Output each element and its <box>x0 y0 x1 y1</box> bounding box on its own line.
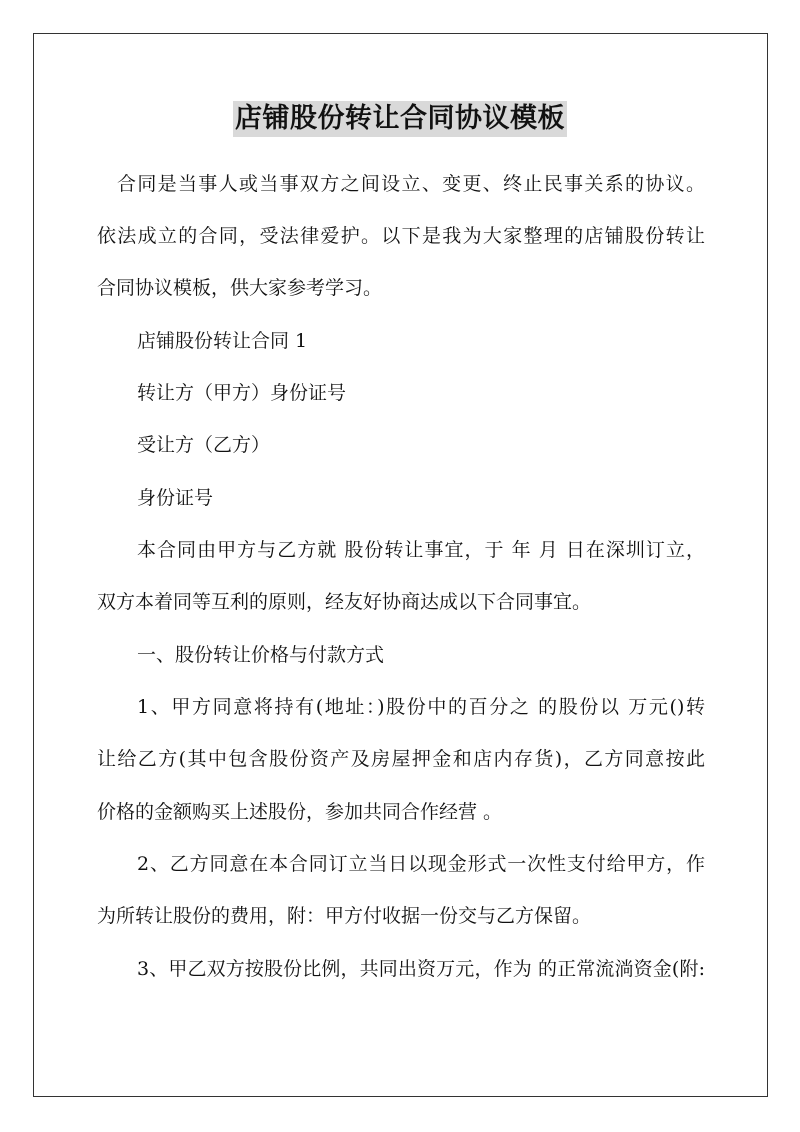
paragraph-line: 2、乙方同意在本合同订立当日以现金形式一次性支付给甲方，作 <box>137 853 705 875</box>
paragraph-line: 受让方（乙方） <box>137 434 271 456</box>
paragraph-line: 身份证号 <box>137 487 214 509</box>
section-heading: 店铺股份转让合同 1 <box>137 330 308 352</box>
document-title: 店铺股份转让合同协议模板 <box>233 101 567 137</box>
paragraph-line: 双方本着同等互利的原则，经友好协商达成以下合同事宜。 <box>97 591 592 613</box>
paragraph-line: 3、甲乙双方按股份比例，共同出资万元，作为 的正常流淌资金(附: <box>137 958 705 980</box>
paragraph-line: 价格的金额购买上述股份，参加共同合作经营 。 <box>97 801 503 823</box>
paragraph-line: 合同是当事人或当事双方之间设立、变更、终止民事关系的协议。 <box>117 173 705 195</box>
paragraph-line: 合同协议模板，供大家参考学习。 <box>97 277 383 299</box>
paragraph-line: 1、甲方同意将持有(地址：)股份中的百分之 的股份以 万元()转 <box>137 696 705 718</box>
paragraph-line: 依法成立的合同，受法律爱护。以下是我为大家整理的店铺股份转让 <box>97 225 705 247</box>
section-heading: 一、股份转让价格与付款方式 <box>137 644 385 666</box>
paragraph-line: 让给乙方(其中包含股份资产及房屋押金和店内存货)，乙方同意按此 <box>97 748 705 770</box>
paragraph-line: 转让方（甲方）身份证号 <box>137 382 347 404</box>
paragraph-line: 本合同由甲方与乙方就 股份转让事宜，于 年 月 日在深圳订立， <box>137 539 705 561</box>
paragraph-line: 为所转让股份的费用，附：甲方付收据一份交与乙方保留。 <box>97 905 592 927</box>
title-container <box>0 101 800 137</box>
